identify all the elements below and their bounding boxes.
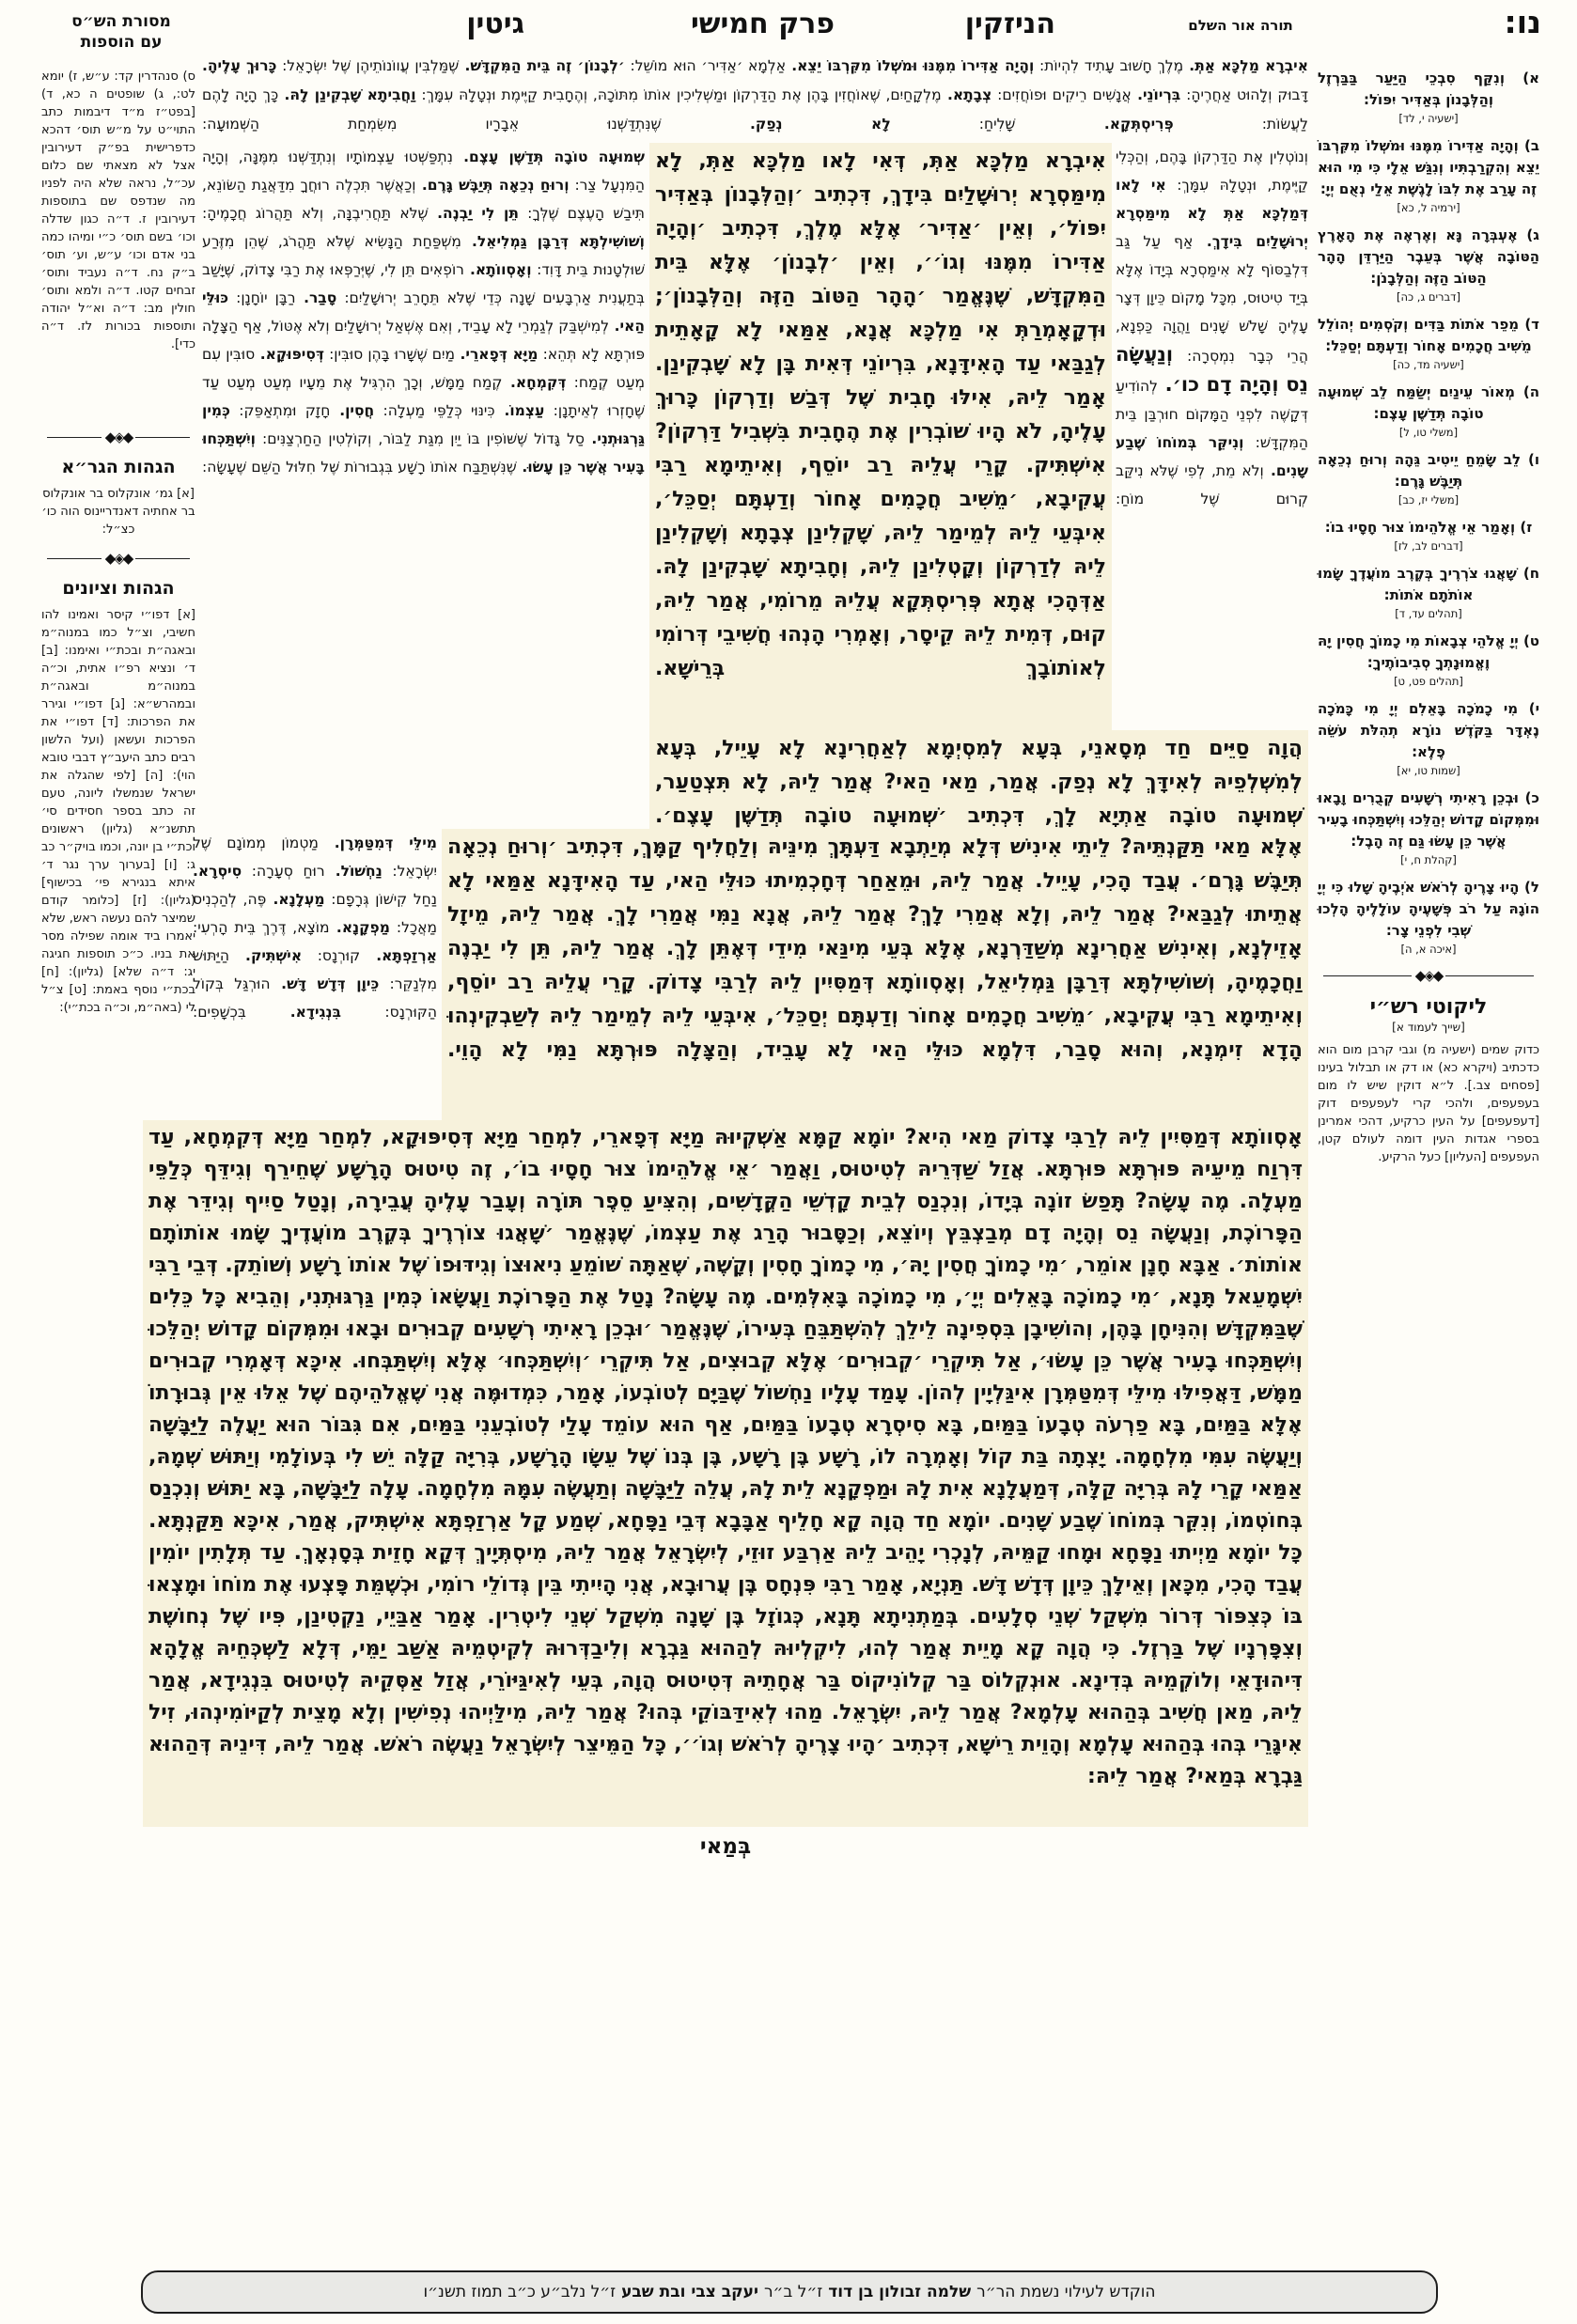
torah-or-verse: י) מִי כָמֹכָה בָּאֵלִם יְיָ מִי כָּמֹכָה נֶאְדָּר בַּקֹּדֶשׁ נוֹרָא תְהִלֹּת עֹשֵׂה פֶלֶא: [1318,700,1539,760]
torah-or-entry [1318,449,1539,507]
rashi-lemma: וְשׁוֹשִׁילְתָּא דְּרַבָּן גַּמְלִיאֵל. [461,233,645,250]
rashi-lemma: עַצְמוֹ. [494,402,545,419]
torah-or-verse: ל) הָיוּ צָרֶיהָ לְרֹאשׁ אֹיְבֶיהָ שָׁלוּ כִּי יְיָ הוֹגָהּ עַל רֹב פְּשָׁעֶיהָ עוֹלָלֶיהָ הָלְכוּ שְׁבִי לִפְנֵי צָר: [1318,879,1539,939]
left-margin-column [41,68,195,1040]
likutei-rashi-title: ליקוטי רש״י [1369,995,1488,1019]
gemara-block-3: אֶלָּא מַאי תַּקַּנְתֵּיהּ? לֵיתֵי אִינִישׁ דְּלָא מְיַתְבָא דַּעְתָּךְ מִינֵּיהּ וְלַחֲלִיף קַמָּךְ, דִּכְתִיב ׳וְרוּחַ נְכֵאָה תְּיַבֶּשׁ גָּרֶם׳. עֲבַד הָכִי, עָיֵיל. אֲמַר לֵיהּ, וּמֵאַחַר דְּחָכְמִיתוּ כּוּלֵּי הַאי, עַד הָאִידָּנָא אַמַּאי לָא אֲתֵיתוּ לְגַבַּאי? אֲמַר לֵיהּ, וְלָא אֲמַרִי לָךְ? אֲמַר לֵיהּ, אֲנָא נַמִּי אֲמַרִי לָךְ. אֲמַר לֵיהּ, מֵיזָל אָזֵילְנָא, וְאִינִישׁ אַחֲרִינָא מְשַׁדַּרְנָא, אֶלָּא בְּעֵי מִינַּאי מִידֵי דְּאֶתֵּן לָךְ. אֲמַר לֵיהּ, תֵּן לִי יַבְנֶה וַחֲכָמֶיהָ, וְשׁוֹשִׁילְתָּא דְּרַבָּן גַּמְלִיאֵל, וְאָסְווֹתָא דְּמַסִּיִין לֵיהּ לְרַבִּי צָדוֹק. קָרֵי עֲלֵיהּ רַב יוֹסֵף, וְאִיתֵימָא רַבִּי עֲקִיבָא, ׳מֵשִׁיב חֲכָמִים אָחוֹר וְדַעְתָּם יְסַכֵּל׳, אִיבְּעֵי לֵיהּ לְמֵימַר לֵיהּ לְשַׁבְקִינְהוּ הָדָא זִימְנָא, וְהוּא סָבַר, דִּלְמָא כּוּלֵּי הַאי לָא עָבֵיד, וְהַצָּלָה פּוּרְתָּא נַמִּי לָא הָוֵי. [442,829,1308,1120]
page-title-perek: פרק חמישי [690,8,835,40]
torah-or-entry [1318,563,1539,620]
torah-or-entry [1318,225,1539,304]
torah-or-entry [1318,382,1539,439]
torah-or-entry [1318,517,1539,553]
ornament-divider-icon: ◆◈◆ [1323,969,1534,982]
torah-or-entry [1318,68,1539,125]
rashi-lemma: וַחֲבִיתָא שָׁבְקִינַן לָהּ. [278,86,416,103]
likutei-rashi-note: [שייך לעמוד א] [1392,1021,1465,1034]
masoret-header-line2: עם הוספות [80,33,163,52]
torah-or-verse: ד) מֵפֵר אֹתוֹת בַּדִּים וְקֹסְמִים יְהוֹלֵל מֵשִׁיב חֲכָמִים אָחוֹר וְדַעְתָּם יְסַכֵּל: [1318,316,1539,354]
dedication-text: ז״ל ב״ר [763,2283,823,2301]
hagahot-hagra-title: הגהות הגר״א [61,457,176,477]
rashi-left-column-lower: מִילֵּי דְּמִטַּמְּרָן. מַטְמוֹן מְמוֹנָם שֶׁל יִשְׂרָאֵל: נַחְשׁוֹל. רוּחַ סְעָרָה: סִיסְרָא. נַחַל קִישׁוֹן גְּרָפָם: מַעְלָנָא. פֶּה, לְהַכְנִיס מַאֲכָל: מַפְקָנָא. מוֹצָא, דֶּרֶךְ בֵּית הָרְעִי: אַרְזַפְתָּא. קוּרְנָס: אִישְׁתִּיק. הַיַּתּוּשׁ מִלְּנַקֵּר: כֵּיוָן דְּדָשׁ דָּשׁ. הוּרְגַּל בְּקוֹל הַקּוּרְנָס: בִּנְגִידָא. בִּכְשָׁפִים: [193,834,437,1021]
dedication-name-1: שלמה זבולון בן דוד [828,2283,972,2301]
rashi-lemma: מַפְקָנָא. [329,919,390,936]
torah-or-entry [1318,788,1539,866]
rashi-lemma: וְרוּחַ נְכֵאָה תְּיַבֶּשׁ גָּרֶם. [415,177,570,194]
torah-or-citation: [קהלת ח, י] [1400,853,1457,866]
torah-or-citation: [משלי טו, ל] [1398,426,1459,439]
torah-or-verse: ט) יְיָ אֱלֹהֵי צְבָאוֹת מִי כָמוֹךָ חֲסִין יָהּ וֶאֱמוּנָתְךָ סְבִיבוֹתֶיךָ: [1318,632,1539,671]
hagahot-vetziyunim-text: [א] דפו״י קיסר ואמינו להו חשיבי, וצ״ל כמו במנוה״מ ובאגה״ת ובכת״י ואימנו: [ב] ד׳ ונציא רפ״ו אתית, וכ״ה במנוה״מ ובאגה״ת ובמהרש״א: [ג] דפו״י וגירר את הפרכות: [ד] דפו״י את הפרכות ועשאן (ועל הלשון רבים כתב היעב״ץ דבבי טובא הוי): [ה] [לפי שהגלה את ישראל שנמשלו ליונה, טעם זה כתב בספר חסידים סי׳ תתשנ״א (גליון) ראשונים וכת״י בן יונה, וכמו בויק״ר כב ג: [ו] [בערוך ערך נגר ד׳ איתא בנגירא פי׳ בכישוף] (גליון): [ז] [כלומר קודם שמיצר להם נעשה ראש, שלא יאמרו ביד אומה שפילה מסר את בניו. כ״כ תוספות חגיגה יג: ד״ה שלא] (גליון): [ח] בכת״י נוסף באמת: [ט] צ״ל לי (באה״מ, וכ״ה בכת״י): [41,608,195,1015]
gemara-block-2: הֲוָה סַיֵּים חַד מְסָאנֵי, בְּעָא לְמִסְיְמָא לְאַחֲרִינָא לָא עָיֵיל, בְּעָא לְמִשְׁלְפֵיהּ לְאִידָּךְ לָא נְפַק. אֲמַר, מַאי הַאי? אֲמַר לֵיהּ, לָא תִּצְטַעַר, שְׁמוּעָה טוֹבָה אַתְיָא לָךְ, דִּכְתִיב ׳שְׁמוּעָה טוֹבָה תְּדַשֶּׁן עָצֶם׳. [649,730,1308,829]
rashi-lemma: שְׁמוּעָה טוֹבָה תְּדַשֶּׁן עָצֶם. [452,148,645,165]
rashi-lemma: אִיבְרָא מַלְכָּא אַתְּ. [1183,57,1308,74]
torah-or-citation: [איכה א, ה] [1400,943,1457,956]
rashi-lemma: מַיָּא דְּפָארֵי. [454,346,539,363]
rashi-lemma: אַרְזַפְתָּא. [360,947,437,964]
rashi-lemma: וְיִשְׁתַּכְּחוּ בָּעִיר אֲשֶׁר כֵּן עָשׂוּ. [202,430,645,476]
torah-or-verse: ח) שָׁאֲגוּ צֹרְרֶיךָ בְּקֶרֶב מוֹעֲדֶךָ שָׂמוּ אוֹתֹתָם אֹתוֹת: [1318,565,1539,603]
torah-or-citation: [שמות טו, יא] [1397,764,1460,777]
torah-or-verse: ז) וְאָמַר אֵי אֱלֹהֵימוֹ צוּר חָסָיוּ בוֹ: [1324,519,1533,536]
rashi-lemma: נַחְשׁוֹל. [324,863,383,880]
catchword: בְּמַאי [699,1834,752,1859]
rashi-lemma: וְהָיָה אַדִּירוֹ מִמֶּנּוּ וּמֹשְׁלוֹ מִקִּרְבּוֹ יֵצֵא. [786,57,1035,74]
page-title-masechet: גיטין [466,8,524,40]
dedication-text: הוקדש לעילוי נשמת הר״ר [976,2283,1156,2301]
masoret-hashas-text: ס) סנהדרין קד: ע״ש, ז) יומא לט:, ג) שופטים ה כא, ד) [בפט״ז מ״ד דיבמות כתב התוי״ט על מ״ש תוס׳ דהכא כדפרישית בפ״ק דעירובין אצל לא מצאתי שם כלום עכ״ל, נראה שלא היה לפניו מה שנדפס שם בתוספות דעירובין ז. ד״ה כגון שדלה וכו׳ בשם תוס׳ כ״י ומיהו כמה בני אדם וכו׳ ע״ש, וע׳ תוס׳ ב״ק נח. ד״ה נעביד ותוס׳ זבחים קטו. ד״ה ולמא ותוס׳ חולין מב: ד״ה וא״ל יהודה ותוספות בכורות לז. ד״ה כדי]. [41,70,195,351]
rashi-lemma: ׳לְבָנוֹן׳ זֶה בֵּית הַמִּקְדָּשׁ. [459,57,625,74]
dedication-name-2: יעקב צבי ובת שבע [621,2283,758,2301]
rashi-lemma: אִישְׁתִּיק. [229,947,303,964]
right-margin-column [1318,68,1539,1239]
rashi-lemma: סִיסְרָא. [193,863,242,880]
rashi-lemma: חֲסִין. [330,402,375,419]
torah-or-citation: [תהלים פט, ט] [1394,675,1463,688]
rashi-lemma: דְּסִיפּוּקָא. [255,346,325,363]
torah-or-entry [1318,631,1539,688]
rashi-lemma: דְּקִמְחָא. [502,374,567,391]
hagahot-hagra-text: [א] גמ׳ אונקלוס בר אונקלוס בר אחתיה דאנדריינוס הוה כו׳ כצ״ל: [41,487,195,537]
rashi-lemma: בִּרְיוֹנֵי. [1131,86,1181,103]
torah-or-entries [1318,68,1539,956]
rashi-lemma: פְּרִיסְתְּקָא. [1015,116,1174,133]
rashi-lemma: מַעְלָנָא. [266,891,325,908]
rashi-lemma: אִי לָאו דְּמַלְכָּא אַתְּ לָא מִימַּסְרָא יְרוּשָׁלַיִם בִּידָךְ. [1116,177,1308,250]
torah-or-verse: א) וְנִקַּף סִבְכֵי הַיַּעַר בַּבַּרְזֶל וְהַלְּבָנוֹן בְּאַדִּיר יִפּוֹל: [1318,70,1539,108]
torah-or-citation: [משלי יז, כב] [1397,493,1460,507]
rashi-lemma: לָא נְפַק. [661,116,891,133]
masoret-header [45,11,197,53]
rashi-lemma: כְּמִין גַּרְגּוּתְנִי. [202,402,645,447]
torah-or-verse: ב) וְהָיָה אַדִּירוֹ מִמֶּנּוּ וּמֹשְׁלוֹ מִקִּרְבּוֹ יֵצֵא וְהִקְרַבְתִּיו וְנִגַּשׁ אֵלָי כִּי מִי הוּא זֶה עָרַב אֶת לִבּוֹ לָגֶשֶׁת אֵלַי נְאֻם יְיָ: [1318,137,1539,197]
torah-or-verse: ג) אֶעְבְּרָה נָּא וְאֶרְאֶה אֶת הָאָרֶץ הַטּוֹבָה אֲשֶׁר בְּעֵבֶר הַיַּרְדֵּן הָהָר הַטּוֹב הַזֶּה וְהַלְּבָנֹן: [1318,226,1539,287]
likutei-rashi-text: כדוק שמים (ישעיה מ) וגבי קרבן מום הוא כדכתיב (ויקרא כא) או דק או תבלול בעינו [פסחים צב.]. ל״א דוקין שיש לו מום בעפעפים, ולהכי קרי לעפעפים דוק [דעפעפים] על העין כרקיע, דהכי אמרינן בספרי אגדות העין דומה לעולם קטן, העפעפים [העליון] כעל הרקיע. [1318,1043,1539,1164]
rashi-lemma: סָבַר. [295,289,337,306]
torah-or-header-label: תורה אור השלם [1188,17,1293,34]
rashi-lemma: כָּרוּךְ עָלֶיהָ. [202,57,277,74]
rashi-top-strip: אִיבְרָא מַלְכָּא אַתְּ. מֶלֶךְ חָשׁוּב עָתִיד לִהְיוֹת: וְהָיָה אַדִּירוֹ מִמֶּנּוּ וּמֹשְׁלוֹ מִקִּרְבּוֹ יֵצֵא. אַלְמָא ׳אַדִּיר׳ הוּא מוֹשֵׁל: ׳לְבָנוֹן׳ זֶה בֵּית הַמִּקְדָּשׁ. שֶׁמַּלְבִּין עֲווֹנוֹתֵיהֶן שֶׁל יִשְׂרָאֵל: כָּרוּךְ עָלֶיהָ. דָּבוּק וְלָהוּט אַחֲרֶיהָ: בִּרְיוֹנֵי. אֲנָשִׁים רֵיקִים וּפוֹחֲזִים: צְבָתָא. מֶלְקָחַיִם, שֶׁאוֹחֲזִין בָּהֶן אֶת הַדַּרְקוֹן וּמַשְׁלִיכִין אוֹתוֹ מִתּוֹכָהּ, וְהֶחָבִית קַיֶּימֶת וּנְטָלָהּ עִמָּךְ: וַחֲבִיתָא שָׁבְקִינַן לָהּ. כָּךְ הָיָה לָהֶם לַעֲשׂוֹת: פְּרִיסְתְּקָא. שָׁלִיחַ: לָא נְפַק. שֶׁנִּתְדַּשְּׁנוּ אֵבָרָיו מִשִּׂמְחַת הַשְּׁמוּעָה: [202,57,1308,133]
torah-or-citation: [תהלים עד, ד] [1395,607,1462,620]
torah-or-citation: [ישעיה מד, כה] [1393,358,1464,371]
daf-number: נו: [1504,4,1541,40]
torah-or-citation: [דברים לב, לז] [1394,539,1463,553]
rashi-left-column-upper: שְׁמוּעָה טוֹבָה תְּדַשֶּׁן עָצֶם. נִתְפַּשְּׁטוּ עַצְמוֹתָיו וְנִתְדַּשְּׁנוּ מִמֶּנָּה, וְהָיָה הַמִּנְעָל צַר: וְרוּחַ נְכֵאָה תְּיַבֶּשׁ גָּרֶם. וְכַאֲשֶׁר תִּכְלֶה רוּחֲךָ מִדַּאֲגַת הַשּׂוֹנֵא, תִּיבַשׁ הָעֶצֶם שֶׁלְּךָ: תֵּן לִי יַבְנֶה. שֶׁלֹּא תַּחֲרִיבֶנָּה, וְלֹא תַּהֲרוֹג חֲכָמֶיהָ: וְשׁוֹשִׁילְתָּא דְּרַבָּן גַּמְלִיאֵל. מִשְׁפַּחַת הַנָּשִׂיא שֶׁלֹּא תַּהֲרֹג, שֶׁהֵן מִזֶּרַע שׁוּלְטָנוּת בֵּית דָּוִד: וְאָסְווֹתָא. רוֹפְאִים תֵּן לִי, שֶׁיְּרַפְּאוּ אֶת רַבִּי צָדוֹק, שֶׁיָּשַׁב בְּתַעֲנִית אַרְבָּעִים שָׁנָה כְּדֵי שֶׁלֹּא תֵּחָרֵב יְרוּשָׁלַיִם: סָבַר. רַבָּן יוֹחָנָן: כּוּלֵּי הַאי. לְמִישְׁבַּק לְגַמְרֵי לָא עָבֵיד, וְאִם אֶשְׁאַל יְרוּשָׁלַיִם וְלֹא אֶטּוֹל, אַף הַצָּלָה פּוּרְתָּא לָא תְּהֵא: מַיָּא דְּפָארֵי. מַיִם שֶׁשָּׁרוּ בָּהֶן סוּבִּין: דְּסִיפּוּקָא. סוּבִּין עִם מְעַט קֶמַח: דְּקִמְחָא. קֶמַח מַמָּשׁ, וְכָךְ הִרְגִּיל אֶת מֵעָיו מְעַט מְעַט עַד שֶׁחָזְרוּ לְאֵיתָנָן: עַצְמוֹ. כִּינּוּי כְּלַפֵּי מַעְלָה: חֲסִין. חָזָק וּמִתְאַפֵּק: כְּמִין גַּרְגּוּתְנִי. סַל גָּדוֹל שֶׁשּׁוֹפִין בּוֹ יַיִן מִגַּת לַבּוֹר, וְקוֹלְטִין הַחַרְצַנִּים: וְיִשְׁתַּכְּחוּ בָּעִיר אֲשֶׁר כֵּן עָשׂוּ. שֶׁנִּשְׁתַּבַּח אוֹתוֹ רָשָׁע בִּגְבוּרוֹת שֶׁל חִלּוּל הַשֵּׁם שֶׁעָשָׂה: [202,148,645,476]
ornament-divider-icon: ◆◈◆ [47,430,190,444]
rashi-lemma: תֵּן לִי יַבְנֶה. [428,205,519,222]
torah-or-entry [1318,698,1539,777]
page-title-perek-name: הניזקין [964,8,1055,40]
torah-or-entry [1318,877,1539,956]
dedication-box [141,2270,1438,2314]
torah-or-verse: ו) לֵב שָׂמֵחַ יֵיטִיב גֵּהָה וְרוּחַ נְכֵאָה תְּיַבֶּשׁ גָּרֶם: [1318,451,1539,490]
rashi-lemma: כֵּיוָן דְּדָשׁ דָּשׁ. [270,975,380,992]
gemara-block-1: אִיבְרָא מַלְכָּא אַתְּ, דְּאִי לָאו מַלְכָּא אַתְּ, לָא מִימַּסְרָא יְרוּשָׁלַיִם בִּידָךְ, דִּכְתִיב ׳וְהַלְּבָנוֹן בְּאַדִּיר יִפּוֹל׳, וְאֵין ׳אַדִּיר׳ אֶלָּא מֶלֶךְ, דִּכְתִיב ׳וְהָיָה אַדִּירוֹ מִמֶּנּוּ וְגוֹ׳׳, וְאֵין ׳לְבָנוֹן׳ אֶלָּא בֵּית הַמִּקְדָּשׁ, שֶׁנֶּאֱמַר ׳הָהָר הַטּוֹב הַזֶּה וְהַלְּבָנוֹן׳; וּדְקָאָמְרַתְּ אִי מַלְכָּא אֲנָא, אַמַּאי לָא קָאָתֵית לְגַבַּאי עַד הָאִידָּנָא, בִּרְיוֹנֵי דְּאִית בָּן לָא שָׁבְקִינַן. אָמַר לֵיהּ, אִילּוּ חָבִית שֶׁל דְּבַשׁ וְדַרְקוֹן כָּרוּךְ עָלֶיהָ, לֹא הָיוּ שׁוֹבְרִין אֶת הֶחָבִית בִּשְׁבִיל דַּרְקוֹן? אִישְׁתִּיק. קָרֵי עֲלֵיהּ רַב יוֹסֵף, וְאִיתֵימָא רַבִּי עֲקִיבָא, ׳מֵשִׁיב חֲכָמִים אָחוֹר וְדַעְתָּם יְסַכֵּל׳, אִיבְּעֵי לֵיהּ לְמֵימַר לֵיהּ, שָׁקְלִינַן צְבָתָא וְשָׁקְלִינַן לֵיהּ לְדַרְקוֹן וְקָטְלִינַן לֵיהּ, וְחָבִיתָא שָׁבְקִינַן לָהּ. אַדְּהָכִי אֲתָא פְּרִיסְתְּקָא עֲלֵיהּ מֵרוֹמִי, אֲמַר לֵיהּ, קוּם, דְּמִית לֵיהּ קֵיסָר, וְאָמְרִי הָנְהוּ חֲשִׁיבֵי דְּרוֹמִי לְאוֹתוֹבָךְ בְּרֵישָׁא. [649,143,1112,730]
torah-or-entry [1318,135,1539,214]
rashi-lemma: וְאָסְווֹתָא. [463,261,532,278]
torah-or-citation: [דברים ג, כה] [1397,290,1460,304]
torah-or-entry [1318,314,1539,371]
rashi-lemma: מִילֵּי דְּמִטַּמְּרָן. [318,834,437,851]
rashi-lemma: וְנִיקֵּר בְּמוֹחוֹ שֶׁבַע שָׁנִים. [1116,434,1308,479]
rashi-lemma: צְבָתָא. [941,86,992,103]
torah-or-citation: [ירמיה ל, כא] [1397,201,1460,214]
rashi-lemma: וְנַעֲשָׂה נֵס וְהָיָה דָם כו׳. [1116,343,1308,396]
masoret-header-line1: מסורת הש״ס [71,12,171,31]
gemara-block-4: אָסְווֹתָא דְּמַסִּיִין לֵיהּ לְרַבִּי צָדוֹק מַאי הִיא? יוֹמָא קַמָּא אַשְׁקְיוּהּ מַיָּא דְּפָארֵי, לִמְחַר מַיָּא דְּסִיפּוּקָא, לִמְחַר מַיָּא דְּקִמְחָא, עַד דִּרְוַח מֵיעֵיהּ פּוּרְתָּא פּוּרְתָּא. אֲזַל שַׁדְּרֵיהּ לְטִיטוּס, וַאֲמַר ׳אֵי אֱלֹהֵימוֹ צוּר חָסָיוּ בוֹ׳, זֶה טִיטוּס הָרָשָׁע שֶׁחֵירֵף וְגִידֵּף כְּלַפֵּי מַעְלָה. מֶה עָשָׂה? תָּפַשׂ זוֹנָה בְּיָדוֹ, וְנִכְנַס לְבֵית קָדְשֵׁי הַקֳּדָשִׁים, וְהִצִּיעַ סֵפֶר תּוֹרָה וְעָבַר עָלֶיהָ עֲבֵירָה, וְנָטַל סַיִיף וְגִידֵּר אֶת הַפָּרוֹכֶת, וְנַעֲשָׂה נֵס וְהָיָה דָם מְבַצְבֵּץ וְיוֹצֵא, וְכַסָּבוּר הָרַג אֶת עַצְמוֹ, שֶׁנֶּאֱמַר ׳שָׁאֲגוּ צוֹרְרֶיךָ בְּקֶרֶב מוֹעֲדֶיךָ שָׂמוּ אוֹתוֹתָם אוֹתוֹת׳. אַבָּא חָנָן אוֹמֵר, ׳מִי כָמוֹךָ חֲסִין יָהּ׳, מִי כָמוֹךָ חָסִין וְקָשֶׁה, שֶׁאַתָּה שׁוֹמֵעַ נִיאוּצוֹ וְגִידּוּפוֹ שֶׁל אוֹתוֹ רָשָׁע וְשׁוֹתֵק. דְּבֵי רַבִּי יִשְׁמָעֵאל תָּנָא, ׳מִי כָמוֹכָה בָּאֵלִים יְיָ׳, מִי כָמוֹכָה בָּאִלְּמִים. מֶה עָשָׂה? נָטַל אֶת הַפָּרוֹכֶת וַעֲשָׂאוֹ כְּמִין גַּרְגּוּתְנִי, וְהֵבִיא כָּל כֵּלִים שֶׁבַּמִּקְדָּשׁ וְהִנִּיחָן בָּהֶן, וְהוֹשִׁיבָן בִּסְפִינָה לֵילֵךְ לְהִשְׁתַּבֵּחַ בְּעִירוֹ, שֶׁנֶּאֱמַר ׳וּבְכֵן רָאִיתִי רְשָׁעִים קְבוּרִים וּבָאוּ וּמִמְּקוֹם קָדוֹשׁ יְהַלֵּכוּ וְיִשְׁתַּכְּחוּ בָעִיר אֲשֶׁר כֵּן עָשׂוּ׳, אַל תִּיקְרֵי ׳קְבוּרִים׳ אֶלָּא קְבוּצִים, אַל תִּיקְרֵי ׳וְיִשְׁתַּכְּחוּ׳ אֶלָּא וְיִשְׁתַּבְּחוּ. אִיכָּא דְּאָמְרִי קְבוּרִים מַמָּשׁ, דַּאֲפִילּוּ מִילֵּי דְּמִטַּמְּרָן אִיגַּלְיָין לְהוֹן. עָמַד עָלָיו נַחְשׁוֹל שֶׁבַּיָּם לְטוֹבְעוֹ, אָמַר, כִּמְדוּמֶּה אֲנִי שֶׁאֱלֹהֵיהֶם שֶׁל אֵלּוּ אֵין גְּבוּרָתוֹ אֶלָּא בַּמַּיִם, בָּא פַרְעֹה טְבָעוֹ בַּמַּיִם, בָּא סִיסְרָא טְבָעוֹ בַּמַּיִם, אַף הוּא עוֹמֵד עָלַי לְטוֹבְעֵנִי בַּמַּיִם, אִם גִּבּוֹר הוּא יַעֲלֶה לַיַּבָּשָׁה וְיַעֲשֶׂה עִמִּי מִלְחָמָה. יָצְתָה בַּת קוֹל וְאָמְרָה לוֹ, רָשָׁע בֶּן רָשָׁע, בֶּן בְּנוֹ שֶׁל עֵשָׂו הָרָשָׁע, בְּרִיָּה קַלָּה יֵשׁ לִי בְּעוֹלָמִי וְיַתּוּשׁ שְׁמָהּ, אַמַּאי קָרֵי לָהּ בְּרִיָּה קַלָּה, דְּמַעֲלָנָא אִית לָהּ וּמַפְקָנָא לֵית לָהּ, עֲלֵה לַיַּבָּשָׁה וְתַעֲשֶׂה עִמָּהּ מִלְחָמָה. עָלָה לַיַּבָּשָׁה, בָּא יַתּוּשׁ וְנִכְנַס בְּחוֹטְמוֹ, וְנִקֵּר בְּמוֹחוֹ שֶׁבַע שָׁנִים. יוֹמָא חַד הֲוָה קָא חָלֵיף אַבָּבָא דְּבֵי נַפָּחָא, שְׁמַע קָל אַרְזַפְתָּא אִישְׁתִּיק, אֲמַר, אִיכָּא תַּקַּנְתָּא. כָּל יוֹמָא מַיְיתוּ נַפָּחָא וּמָחוּ קַמֵּיהּ, לְנָכְרִי יָהֵיב לֵיהּ אַרְבַּע זוּזֵי, לְיִשְׂרָאֵל אֲמַר לֵיהּ, מִיסְתְּיָיךְ דְּקָא חָזֵית בְּסָנְאָךְ. עַד תְּלָתִין יוֹמִין עֲבַד הָכִי, מִכָּאן וְאֵילָךְ כֵּיוָן דְּדָשׁ דָּשׁ. תַּנְיָא, אָמַר רַבִּי פִּנְחָס בֶּן עֲרוּבָא, אֲנִי הָיִיתִי בֵּין גְּדוֹלֵי רוֹמִי, וּכְשֶׁמֵּת פָּצְעוּ אֶת מוֹחוֹ וּמָצְאוּ בּוֹ כְּצִפּוֹר דְּרוֹר מִשְׁקַל שְׁנֵי סְלָעִים. בְּמַתְנִיתָא תָּנָא, כְּגוֹזָל בֶּן שָׁנָה מִשְׁקַל שְׁנֵי לִיטְרִין. אָמַר אַבַּיֵי, נַקְטִינַן, פִּיו שֶׁל נְחוֹשֶׁת וְצִפָּרְנָיו שֶׁל בַּרְזֶל. כִּי הֲוָה קָא מָיֵית אֲמַר לְהוּ, לִיקְלְיוּהּ לְהַהוּא גַּבְרָא וְלִיבַדְּרוּהּ לְקִיטְמֵיהּ אַשַּׁב יַמֵּי, דְּלָא לַשְׁכְּחֵיהּ אֱלָהָא דִּיהוּדָאֵי וְלוֹקְמֵיהּ בְּדִינָא. אוּנְקְלוֹס בַּר קְלוֹנִיקוֹס בַּר אֲחָתֵיהּ דְּטִיטוּס הֲוָה, בְּעֵי לְאִיגַּיּוֹרֵי, אֲזַל אַסְּקֵיהּ לְטִיטוּס בִּנְגִידָא, אֲמַר לֵיהּ, מַאן חֲשִׁיב בְּהַהוּא עָלְמָא? אֲמַר לֵיהּ, יִשְׂרָאֵל. מַהוּ לְאִידַּבּוֹקֵי בְּהוּ? אֲמַר לֵיהּ, מִילַּיְיהוּ נְפִישִׁין וְלָא מָצֵית לְקַיּוֹמִינְהוּ, זִיל אִיגָּרֵי בְּהוּ בְּהַהוּא עָלְמָא וְהָוֵית רֵישָׁא, דִּכְתִיב ׳הָיוּ צָרֶיהָ לְרֹאשׁ וְגוֹ׳׳, כָּל הַמֵּיצֵר לְיִשְׂרָאֵל נַעֲשֶׂה רֹאשׁ. אֲמַר לֵיהּ, דִּינֵיהּ דְּהַהוּא גַּבְרָא בְּמַאי? אֲמַר לֵיהּ: [143,1120,1308,1827]
torah-or-verse: ה) מְאוֹר עֵינַיִם יְשַׂמַּח לֵב שְׁמוּעָה טוֹבָה תְּדַשֶּׁן עָצֶם: [1318,383,1539,422]
rashi-right-column: וְנוֹטְלִין אֶת הַדַּרְקוֹן בָּהֶם, וְהַכְּלִי קַיֶּימֶת, וּנְטָלָהּ עִמָּךְ: אִי לָאו דְּמַלְכָּא אַתְּ לָא מִימַּסְרָא יְרוּשָׁלַיִם בִּידָךְ. אַף עַל גַּב דִּלְבַסּוֹף לָא אִימַּסְרָא בְּיָדוֹ אֶלָּא בְּיַד טִיטוּס, מִכָּל מָקוֹם כֵּיוָן דְּצָר עָלֶיהָ שָׁלֹשׁ שָׁנִים וַהֲוָה כַּפְנָא, הֲרֵי כְּבָר נִמְסְרָה: וְנַעֲשָׂה נֵס וְהָיָה דָם כו׳. לְהוֹדִיעַ דְּקָשֶׁה לִפְנֵי הַמָּקוֹם חוּרְבַּן בֵּית הַמִּקְדָּשׁ: וְנִיקֵּר בְּמוֹחוֹ שֶׁבַע שָׁנִים. וְלֹא מֵת, לְפִי שֶׁלֹּא נִיקַּב קְרוּם שֶׁל מוֹחַ: [1116,148,1308,507]
dedication-text: ז״ל נלב״ע כ״ב תמוז תשנ״ו [423,2283,617,2301]
ornament-divider-icon: ◆◈◆ [47,552,190,565]
rashi-lemma: בִּנְגִידָא. [245,1004,341,1021]
rashi-lemma: כּוּלֵּי הַאי. [202,289,645,335]
torah-or-verse: כ) וּבְכֵן רָאִיתִי רְשָׁעִים קְבֻרִים וָבָאוּ וּמִמְּקוֹם קָדוֹשׁ יְהַלֵּכוּ וְיִשְׁתַּכְּחוּ בָעִיר אֲשֶׁר כֵּן עָשׂוּ גַּם זֶה הָבֶל: [1318,789,1539,850]
hagahot-vetziyunim-title: הגהות וציונים [62,578,175,599]
torah-or-citation: [ישעיה י, לד] [1398,112,1459,125]
